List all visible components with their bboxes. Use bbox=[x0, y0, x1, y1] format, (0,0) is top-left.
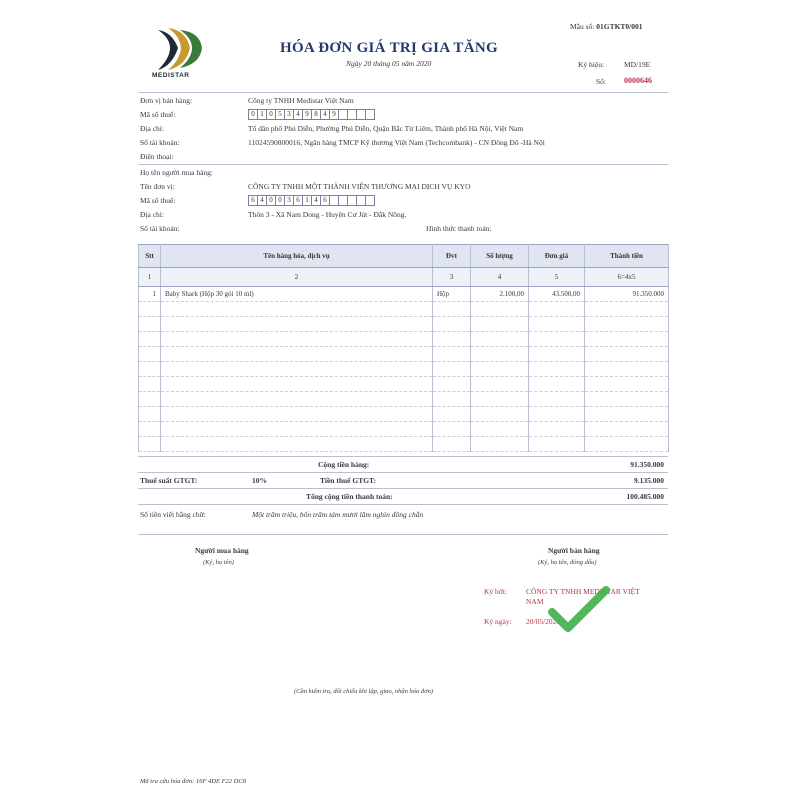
table-cell bbox=[471, 332, 529, 347]
table-cell bbox=[161, 407, 433, 422]
table-cell bbox=[471, 302, 529, 317]
seller-signature-sub: (Ký, họ tên, đóng dấu) bbox=[538, 559, 597, 566]
seller-address-label: Địa chỉ: bbox=[140, 124, 164, 133]
invoice-date: Ngày 20 tháng 05 năm 2020 bbox=[346, 59, 432, 68]
table-cell bbox=[139, 362, 161, 377]
items-number-row bbox=[139, 268, 669, 287]
table-cell bbox=[161, 347, 433, 362]
tax-digit-box: 6 bbox=[293, 195, 303, 206]
table-cell bbox=[585, 302, 669, 317]
tax-digit-box: 0 bbox=[266, 195, 276, 206]
invoice-number-value: 0000646 bbox=[624, 76, 652, 85]
buyer-address: Thôn 3 - Xã Nam Dong - Huyện Cư Jút - Đắk Nông. bbox=[248, 210, 407, 219]
table-cell bbox=[585, 392, 669, 407]
table-cell bbox=[585, 377, 669, 392]
table-row bbox=[139, 332, 669, 347]
col-number: 5 bbox=[529, 268, 585, 287]
subtotal-value: 91.350.000 bbox=[630, 460, 664, 469]
seller-tax-boxes bbox=[248, 109, 374, 120]
buyer-account-label: Số tài khoản: bbox=[140, 224, 180, 233]
table-cell bbox=[139, 317, 161, 332]
buyer-address-label: Địa chỉ: bbox=[140, 210, 164, 219]
table-cell bbox=[433, 377, 471, 392]
table-cell bbox=[529, 422, 585, 437]
table-cell bbox=[433, 332, 471, 347]
buyer-name-label: Họ tên người mua hàng: bbox=[140, 168, 214, 177]
tax-digit-box: 4 bbox=[257, 195, 267, 206]
table-cell bbox=[471, 422, 529, 437]
table-row bbox=[139, 362, 669, 377]
table-cell bbox=[139, 302, 161, 317]
seller-account: 11024590800016, Ngân hàng TMCP Kỹ thương Việt Nam (Techcombank) - CN Đông Đô -Hà Nội bbox=[248, 138, 545, 147]
seller-tax-label: Mã số thuế: bbox=[140, 110, 176, 119]
table-cell bbox=[471, 437, 529, 452]
tax-digit-box: 4 bbox=[320, 109, 330, 120]
table-cell bbox=[161, 302, 433, 317]
table-cell bbox=[161, 392, 433, 407]
tax-digit-box: 6 bbox=[248, 195, 258, 206]
seller-phone-label: Điện thoại: bbox=[140, 152, 174, 161]
item-amount: 91.350.000 bbox=[585, 287, 669, 302]
tax-digit-box: 3 bbox=[284, 195, 294, 206]
amount-in-words-label: Số tiền viết bằng chữ: bbox=[140, 510, 206, 519]
item-stt: 1 bbox=[139, 287, 161, 302]
table-cell bbox=[585, 317, 669, 332]
table-cell bbox=[529, 347, 585, 362]
items-header-row bbox=[139, 245, 669, 268]
table-cell bbox=[433, 302, 471, 317]
lookup-code-value: 16F 4DE F22 DC8 bbox=[195, 778, 246, 785]
table-cell bbox=[529, 407, 585, 422]
table-cell bbox=[161, 317, 433, 332]
table-cell bbox=[139, 377, 161, 392]
table-row bbox=[139, 437, 669, 452]
tax-digit-box: 5 bbox=[275, 109, 285, 120]
table-cell bbox=[585, 347, 669, 362]
side-vertical-note bbox=[668, 40, 688, 560]
table-cell bbox=[433, 392, 471, 407]
table-cell bbox=[529, 437, 585, 452]
tax-digit-box: 1 bbox=[302, 195, 312, 206]
table-cell bbox=[471, 407, 529, 422]
table-cell bbox=[433, 362, 471, 377]
table-cell bbox=[585, 437, 669, 452]
table-cell bbox=[529, 302, 585, 317]
table-row bbox=[139, 377, 669, 392]
vat-rate-value: 10% bbox=[252, 476, 267, 485]
invoice-title: HÓA ĐƠN GIÁ TRỊ GIA TĂNG bbox=[280, 40, 498, 56]
vat-amount-label: Tiền thuế GTGT: bbox=[320, 476, 376, 485]
seller-name-label: Đơn vị bán hàng: bbox=[140, 96, 193, 105]
check-mark-icon bbox=[548, 586, 610, 634]
buyer-signature-title: Người mua hàng bbox=[195, 546, 249, 555]
table-cell bbox=[529, 362, 585, 377]
signed-by-label: Ký bởi: bbox=[484, 587, 507, 596]
table-cell bbox=[585, 407, 669, 422]
form-number-label: Mẫu số: bbox=[570, 22, 595, 31]
table-cell bbox=[139, 422, 161, 437]
table-cell bbox=[585, 332, 669, 347]
table-cell bbox=[471, 347, 529, 362]
buyer-unit-label: Tên đơn vị: bbox=[140, 182, 175, 191]
table-row bbox=[139, 347, 669, 362]
grand-total-value: 100.485.000 bbox=[626, 492, 664, 501]
item-price: 43.500,00 bbox=[529, 287, 585, 302]
seller-address: Tổ dân phố Phú Diễn, Phường Phú Diễn, Quận Bắc Từ Liêm, Thành phố Hà Nội, Việt Nam bbox=[248, 124, 524, 133]
buyer-signature-sub: (Ký, họ tên) bbox=[203, 559, 234, 566]
table-row bbox=[139, 422, 669, 437]
buyer-tax-label: Mã số thuế: bbox=[140, 196, 176, 205]
tax-digit-box: 0 bbox=[275, 195, 285, 206]
col-number: 3 bbox=[433, 268, 471, 287]
col-header-amount: Thành tiền bbox=[585, 245, 669, 268]
table-cell bbox=[471, 317, 529, 332]
invoice-number-label: Số: bbox=[596, 77, 607, 86]
col-header-name: Tên hàng hóa, dịch vụ bbox=[161, 245, 433, 268]
tax-digit-box: 1 bbox=[257, 109, 267, 120]
col-number: 2 bbox=[161, 268, 433, 287]
seller-name: Công ty TNHH Medistar Việt Nam bbox=[248, 96, 354, 105]
table-cell bbox=[471, 377, 529, 392]
table-cell bbox=[433, 317, 471, 332]
symbol-value: MD/19E bbox=[624, 60, 651, 69]
table-row bbox=[139, 317, 669, 332]
form-number-value: 01GTKT0/001 bbox=[596, 22, 643, 31]
payment-method-label: Hình thức thanh toán: bbox=[426, 224, 492, 233]
col-number: 1 bbox=[139, 268, 161, 287]
table-cell bbox=[529, 317, 585, 332]
tax-digit-box: 4 bbox=[311, 195, 321, 206]
table-cell bbox=[433, 347, 471, 362]
table-cell bbox=[139, 332, 161, 347]
table-row bbox=[139, 407, 669, 422]
table-cell bbox=[139, 347, 161, 362]
table-cell bbox=[529, 332, 585, 347]
table-cell bbox=[161, 362, 433, 377]
tax-digit-box bbox=[365, 109, 375, 120]
seller-account-label: Số tài khoản: bbox=[140, 138, 180, 147]
table-cell bbox=[585, 422, 669, 437]
table-cell bbox=[139, 437, 161, 452]
col-number: 4 bbox=[471, 268, 529, 287]
table-cell bbox=[471, 362, 529, 377]
buyer-tax-boxes bbox=[248, 195, 374, 206]
tax-digit-box: 9 bbox=[302, 109, 312, 120]
table-cell bbox=[139, 392, 161, 407]
grand-total-label: Tổng cộng tiền thanh toán: bbox=[306, 492, 393, 501]
medistar-logo-icon bbox=[150, 22, 210, 74]
signed-by-value: CÔNG TY TNHH MEDISTAR VIỆT NAM bbox=[526, 587, 640, 606]
col-number: 6=4x5 bbox=[585, 268, 669, 287]
lookup-code bbox=[140, 778, 246, 785]
tax-digit-box bbox=[365, 195, 375, 206]
tax-digit-box: 6 bbox=[320, 195, 330, 206]
table-row bbox=[139, 287, 669, 302]
col-header-stt: Stt bbox=[139, 245, 161, 268]
symbol-label: Ký hiệu: bbox=[578, 60, 605, 69]
tax-digit-box: 9 bbox=[329, 109, 339, 120]
table-cell bbox=[161, 422, 433, 437]
vat-amount-value: 9.135.000 bbox=[634, 476, 664, 485]
lookup-code-label: Mã tra cứu hóa đơn: bbox=[140, 778, 195, 785]
table-cell bbox=[433, 437, 471, 452]
table-row bbox=[139, 302, 669, 317]
item-quantity: 2.100,00 bbox=[471, 287, 529, 302]
medistar-logo bbox=[150, 22, 210, 82]
table-row bbox=[139, 392, 669, 407]
col-header-price: Đơn giá bbox=[529, 245, 585, 268]
item-unit: Hộp bbox=[433, 287, 471, 302]
signed-date-label: Ký ngày: bbox=[484, 617, 512, 626]
table-cell bbox=[433, 422, 471, 437]
table-cell bbox=[139, 407, 161, 422]
col-header-quantity: Số lượng bbox=[471, 245, 529, 268]
buyer-unit: CÔNG TY TNHH MỘT THÀNH VIÊN THƯƠNG MẠI DỊCH VỤ KYO bbox=[248, 182, 471, 191]
table-cell bbox=[161, 332, 433, 347]
tax-digit-box: 8 bbox=[311, 109, 321, 120]
tax-digit-box: 0 bbox=[266, 109, 276, 120]
items-table bbox=[138, 244, 669, 452]
form-number bbox=[570, 22, 643, 31]
item-name: Baby Shark (Hộp 30 gói 10 ml) bbox=[161, 287, 433, 302]
tax-digit-box: 3 bbox=[284, 109, 294, 120]
amount-in-words: Một trăm triệu, bốn trăm tám mươi lăm nghìn đồng chẵn bbox=[252, 510, 424, 519]
logo-text: MEDISTAR bbox=[152, 72, 190, 79]
table-cell bbox=[471, 392, 529, 407]
table-cell bbox=[529, 377, 585, 392]
table-cell bbox=[585, 362, 669, 377]
table-cell bbox=[161, 437, 433, 452]
table-cell bbox=[529, 392, 585, 407]
signed-date-value: 20/05/2020 bbox=[526, 617, 561, 626]
subtotal-label: Cộng tiền hàng: bbox=[318, 460, 370, 469]
tax-digit-box: 4 bbox=[293, 109, 303, 120]
seller-signature-title: Người bán hàng bbox=[548, 546, 600, 555]
table-cell bbox=[161, 377, 433, 392]
table-cell bbox=[433, 407, 471, 422]
vat-rate-label: Thuế suất GTGT: bbox=[140, 476, 198, 485]
footer-note: (Cần kiểm tra, đối chiếu khi lập, giao, nhận hóa đơn) bbox=[294, 688, 434, 695]
col-header-unit: Đvt bbox=[433, 245, 471, 268]
tax-digit-box: 0 bbox=[248, 109, 258, 120]
